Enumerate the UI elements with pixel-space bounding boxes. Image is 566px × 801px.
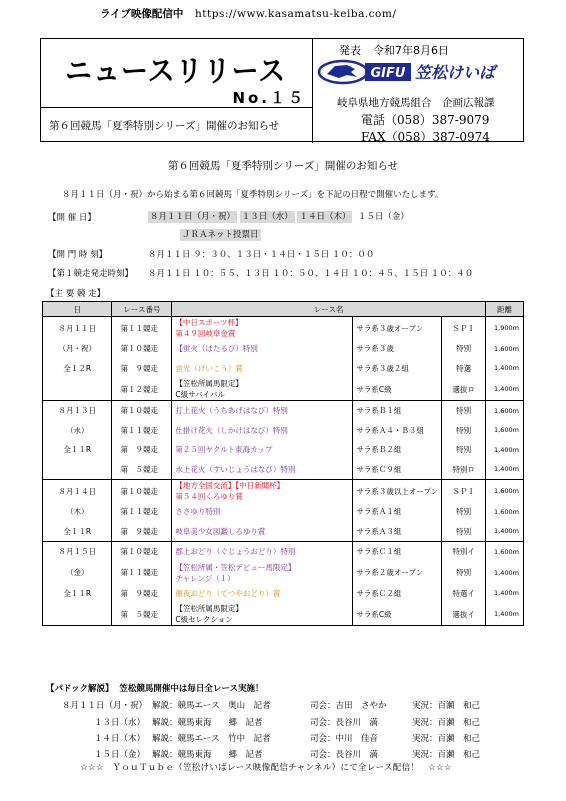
race-number-cell: 第 ５競走 (112, 603, 172, 626)
header-subtitle: 第６回競馬「夏季特別シリーズ」開催のお知らせ (49, 120, 280, 132)
distance-cell: 1,900m (486, 317, 524, 340)
paddock-date: ８月１１日（月・祝） (62, 701, 148, 711)
race-number-cell: 第１０競走 (112, 542, 172, 562)
header-left-panel (41, 39, 313, 143)
race-title: 郡上おどり（ぐじょうおどり）特別 (175, 547, 296, 557)
race-class-cell: サラ系３歳２組 (353, 359, 442, 379)
race-name-cell (172, 562, 353, 584)
col-header-race-number: レース番号 (112, 302, 172, 317)
race-title: 第２５回ヤクルト東海カップ (175, 445, 273, 455)
race-number-cell: 第１２競走 (112, 378, 172, 401)
paddock-section-title (46, 682, 264, 694)
race-number-cell: 第 ９競走 (112, 440, 172, 460)
race-number-cell: 第 ９競走 (112, 359, 172, 379)
distance-cell: 1,600m (486, 401, 524, 421)
table-header-row (43, 302, 524, 317)
paddock-commentator: 解説：競馬東海 郷 記者 (152, 750, 263, 760)
day-cell: （水） (43, 421, 112, 441)
race-number-cell: 第 ９競走 (112, 584, 172, 604)
race-class-cell: サラ系C級 (353, 603, 442, 626)
race-prefix: 【笠松所属馬限定】 (175, 604, 243, 613)
race-grade-cell: 特別 (442, 562, 486, 584)
race-title: 岐阜美少女図鑑しろゆり賞 (175, 526, 266, 536)
day-cell (43, 378, 112, 401)
race-name-cell (172, 359, 353, 379)
distance-cell: 1,400m (486, 460, 524, 480)
distance-cell: 1,400m (486, 359, 524, 379)
paddock-announcer: 実況：百瀬 和己 (412, 734, 481, 744)
table-row (43, 542, 524, 562)
race-number-cell: 第１０競走 (112, 480, 172, 503)
paddock-commentator: 解説：競馬東海 郷 記者 (152, 718, 263, 728)
race-name-cell (172, 603, 353, 626)
youtube-notice: ☆☆☆ ＹｏｕＴｕｂｅ（笠松けいばレース映像配信チャンネル）にて全レース配信！ ☆☆☆ (80, 763, 452, 773)
issue-label: 発表 (339, 44, 361, 57)
day-cell: ８月１１日 (43, 317, 112, 340)
distance-cell: 1,400m (486, 378, 524, 401)
live-stream-banner (100, 6, 396, 21)
organization-name: 岐阜県地方競馬組合 企画広報課 (337, 97, 495, 109)
race-grade-cell: 特別イ (442, 542, 486, 562)
race-number-cell: 第１０競走 (112, 401, 172, 421)
day-cell (43, 460, 112, 480)
day-cell: ８月１３日 (43, 401, 112, 421)
race-class-cell: サラ系Ａ４・Ｂ３組 (353, 421, 442, 441)
race-number-cell: 第１０競走 (112, 339, 172, 359)
day-cell (43, 603, 112, 626)
news-release-header (40, 38, 524, 142)
distance-cell: 1,600m (486, 339, 524, 359)
table-row (43, 421, 524, 441)
day-cell: ８月１４日 (43, 480, 112, 503)
race-class-cell: サラ系Ｂ１組 (353, 401, 442, 421)
paddock-date: １５日（金） (94, 750, 146, 760)
phone-number: 電話（058）387-9079 (361, 113, 490, 127)
table-row (43, 440, 524, 460)
race-name-cell (172, 401, 353, 421)
race-grade-cell: 特別 (442, 440, 486, 460)
race-class-cell: サラ系Ｃ９組 (353, 460, 442, 480)
race-class-cell: サラ系２歳オープン (353, 562, 442, 584)
paddock-date: １３日（水） (94, 718, 146, 728)
race-name-cell (172, 317, 353, 340)
day-cell: （金） (43, 562, 112, 584)
kasamatsu-keiba-logo (317, 57, 517, 87)
paddock-announcer: 実況：百瀬 和己 (412, 750, 481, 760)
race-name-cell (172, 502, 353, 522)
paddock-host: 司会：中川 佳音 (310, 734, 379, 744)
date-2: １３日（水） (241, 212, 293, 222)
table-row (43, 502, 524, 522)
race-title: 第５４回くろゆり賞 (175, 492, 243, 501)
date-4: １５日（金） (357, 212, 409, 222)
race-title: 蛍光（けいこう）賞 (175, 363, 243, 373)
race-class-cell: サラ系３歳オープン (353, 317, 442, 340)
race-name-cell (172, 522, 353, 542)
race-grade-cell: 特別ロ (442, 460, 486, 480)
race-name-cell (172, 460, 353, 480)
race-name-cell (172, 339, 353, 359)
dates-label: 【開 催 日】 (48, 213, 96, 223)
table-row (43, 480, 524, 503)
race-title: C級セレクション (175, 615, 233, 624)
race-grade-cell: 特選 (442, 359, 486, 379)
table-row (43, 401, 524, 421)
table-row (43, 522, 524, 542)
race-prefix: 【地方全国交流】【中日新聞杯】 (175, 481, 285, 490)
paddock-commentator: 解説：競馬エース 奥山 記者 (152, 701, 271, 711)
race-class-cell: サラ系Ａ１組 (353, 502, 442, 522)
race-title: 第４９回岐阜金賞 (175, 329, 236, 338)
document-title: 第６回競馬「夏季特別シリーズ」開催のお知らせ (167, 160, 399, 172)
intro-text: ８月１１日（月・祝）から始まる第６回競馬「夏季特別シリーズ」を下記の日程で開催いたします。 (62, 190, 444, 200)
race-grade-cell: 特別 (442, 401, 486, 421)
distance-cell: 1,400m (486, 562, 524, 584)
live-label: ライブ映像配信中 (100, 8, 184, 20)
race-title: 徹夜おどり（てつやおどり）賞 (175, 588, 281, 598)
race-name-cell (172, 480, 353, 503)
race-number-cell: 第１１競走 (112, 317, 172, 340)
distance-cell: 1,600m (486, 421, 524, 441)
table-row (43, 317, 524, 340)
race-title: 打上花火（うちあげはなび）特別 (175, 406, 288, 416)
logo-gifu-text: GIFU (370, 66, 406, 81)
day-cell: 全１１R (43, 440, 112, 460)
race-grade-cell: 特別 (442, 421, 486, 441)
paddock-commentator: 解説：競馬エース 竹中 記者 (152, 734, 271, 744)
race-name-cell (172, 584, 353, 604)
race-class-cell: サラ系３歳以上オープン (353, 480, 442, 503)
race-prefix: 【笠松所属・笠松デビュー馬限定】 (175, 562, 296, 572)
race-prefix: 【笠松所属馬限定】 (175, 379, 243, 388)
day-cell: ８月１５日 (43, 542, 112, 562)
news-release-title: ニュースリリース (65, 54, 287, 89)
paddock-host: 司会：長谷川 満 (310, 750, 379, 760)
gate-time-label: 【開 門 時 刻】 (48, 250, 108, 260)
day-cell: 全１１R (43, 584, 112, 604)
race-class-cell: サラ系Ａ３組 (353, 522, 442, 542)
paddock-host: 司会：長谷川 満 (310, 718, 379, 728)
race-number-cell: 第 ５競走 (112, 460, 172, 480)
race-name-cell (172, 542, 353, 562)
race-number-cell: 第 ９競走 (112, 522, 172, 542)
race-grade-cell: 特別 (442, 339, 486, 359)
race-grade-cell: 特別 (442, 502, 486, 522)
race-title: 仕掛け花火（しかけはなび）特別 (175, 425, 288, 435)
race-grade-cell: 特別 (442, 522, 486, 542)
gate-time-value: ８月１１日 ９：３０、１３日・１４日・１５日 １０：００ (148, 250, 375, 260)
issue-date: 令和7年8月6日 (373, 44, 449, 57)
distance-cell: 1,400m (486, 584, 524, 604)
race-grade-cell: 特選イ (442, 584, 486, 604)
day-cell: 全１２R (43, 359, 112, 379)
race-grade-cell: 選抜ロ (442, 378, 486, 401)
first-race-time-value: ８月１１日 １０：５５、１３日 １０：５０、１４日 １０：４５、１５日 １０：４０ (148, 269, 474, 279)
distance-cell: 1,400m (486, 522, 524, 542)
release-number: No.１５ (232, 89, 306, 107)
race-grade-cell: ＳＰＩ (442, 317, 486, 340)
main-races-label: 【主 要 競 走】 (46, 289, 106, 299)
race-number-cell: 第１１競走 (112, 562, 172, 584)
race-class-cell: サラ系Ｃ２組 (353, 584, 442, 604)
table-row (43, 359, 524, 379)
race-name-cell (172, 421, 353, 441)
paddock-announcer: 実況：百瀬 和己 (412, 701, 481, 711)
fax-number: FAX（058）387-0974 (361, 130, 490, 144)
day-cell: （月・祝） (43, 339, 112, 359)
race-schedule-table (42, 301, 524, 626)
table-row (43, 460, 524, 480)
table-row (43, 584, 524, 604)
date-3: １４日（木） (299, 212, 351, 222)
race-title: 水上花火（すいじょうはなび）特別 (175, 464, 296, 474)
col-header-day: 日 (43, 302, 112, 317)
race-grade-cell: 選抜イ (442, 603, 486, 626)
website-url-link[interactable]: https://www.kasamatsu-keiba.com/ (195, 8, 397, 20)
header-right-panel (313, 39, 524, 143)
race-title: C級サバイバル (175, 390, 225, 399)
race-number-cell: 第１１競走 (112, 421, 172, 441)
dates-values (148, 210, 409, 222)
race-title: ささゆり特別 (175, 507, 221, 517)
race-class-cell: サラ系C級 (353, 378, 442, 401)
table-row (43, 603, 524, 626)
distance-cell: 1,400m (486, 440, 524, 460)
issue-date-line (339, 42, 461, 58)
distance-cell: 1,600m (486, 542, 524, 562)
day-cell: 全１１R (43, 522, 112, 542)
jra-net-vote-day: ＪＲＡネット投票日 (182, 230, 259, 240)
distance-cell: 1,600m (486, 480, 524, 503)
race-title: 【蛍火（ほたるび）特別 (175, 344, 258, 354)
paddock-date: １４日（木） (94, 734, 146, 744)
table-row (43, 339, 524, 359)
distance-cell: 1,400m (486, 603, 524, 626)
header-divider (41, 107, 312, 108)
race-prefix: 【中日スポーツ杯】 (175, 318, 243, 327)
table-row (43, 562, 524, 584)
paddock-label: 【パドック解説】 (46, 684, 114, 694)
race-title: チャレンジ（１） (175, 573, 235, 583)
distance-cell: 1,600m (486, 502, 524, 522)
table-row (43, 378, 524, 401)
race-name-cell (172, 378, 353, 401)
first-race-time-label: 【第１競走発走時刻】 (48, 269, 134, 279)
race-grade-cell: ＳＰＩ (442, 480, 486, 503)
date-1: ８月１１日（月・祝） (150, 212, 236, 222)
race-class-cell: サラ系Ｂ２組 (353, 440, 442, 460)
day-cell: （木） (43, 502, 112, 522)
paddock-note: 笠松競馬開催中は毎日全レース実施！ (119, 684, 264, 694)
col-header-race-name: レース名 (172, 302, 486, 317)
race-class-cell: サラ系Ｃ１組 (353, 542, 442, 562)
race-number-cell: 第１１競走 (112, 502, 172, 522)
paddock-host: 司会：吉田 さやか (310, 701, 387, 711)
logo-name-text: 笠松けいば (415, 63, 496, 82)
col-header-distance: 距離 (486, 302, 524, 317)
paddock-announcer: 実況：百瀬 和己 (412, 718, 481, 728)
race-name-cell (172, 440, 353, 460)
race-class-cell: サラ系３歳 (353, 339, 442, 359)
